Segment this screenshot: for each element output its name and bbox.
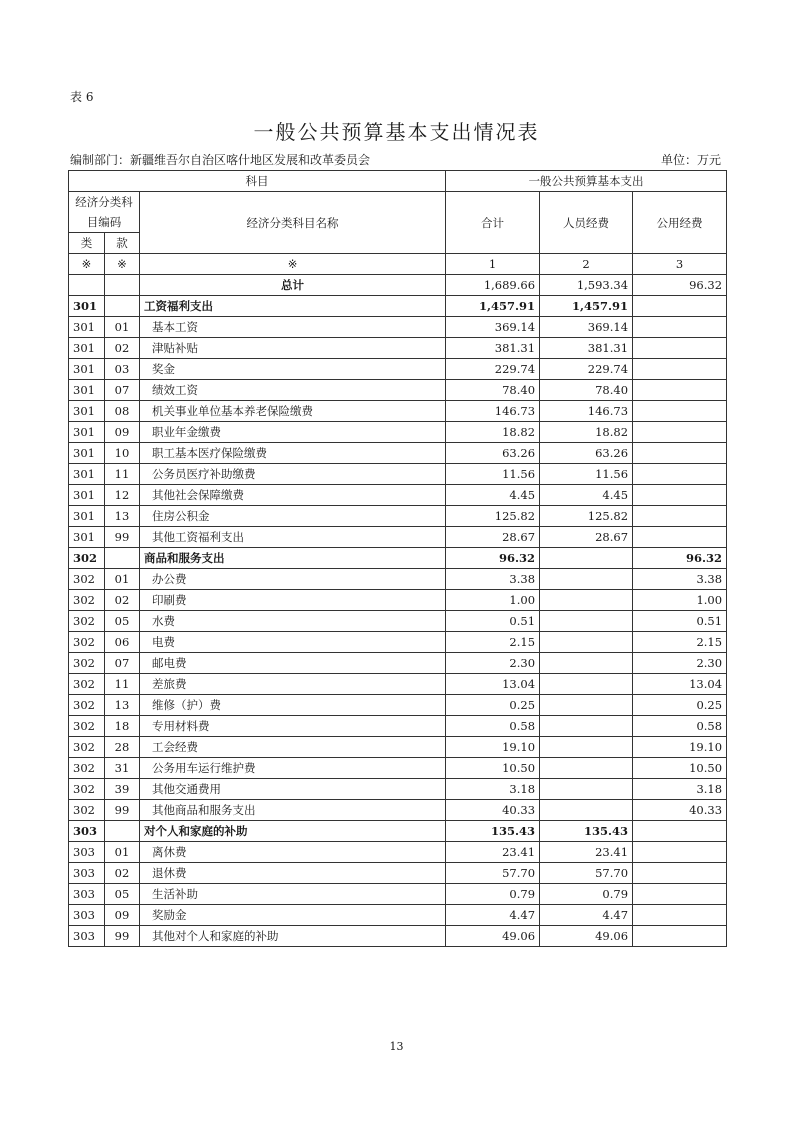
row-name: 电费	[140, 632, 446, 653]
row-lei: 301	[69, 401, 105, 422]
row-public: 96.32	[633, 548, 727, 569]
row-lei: 301	[69, 464, 105, 485]
row-name: 办公费	[140, 569, 446, 590]
row-personnel: 63.26	[540, 443, 633, 464]
row-public	[633, 422, 727, 443]
row-kuan: 01	[105, 317, 140, 338]
row-lei: 302	[69, 779, 105, 800]
row-personnel	[540, 716, 633, 737]
page-title: 一般公共预算基本支出情况表	[253, 120, 540, 144]
row-personnel	[540, 632, 633, 653]
row-name: 工资福利支出	[140, 296, 446, 317]
row-kuan	[105, 548, 140, 569]
row-lei: 303	[69, 905, 105, 926]
row-public: 13.04	[633, 674, 727, 695]
table-row	[69, 926, 727, 947]
table-row	[69, 863, 727, 884]
row-lei: 302	[69, 611, 105, 632]
header-lei: 类	[69, 233, 105, 254]
row-personnel	[540, 611, 633, 632]
row-lei: 302	[69, 590, 105, 611]
table-row	[69, 821, 727, 842]
row-kuan: 99	[105, 926, 140, 947]
row-public	[633, 401, 727, 422]
table-row	[69, 905, 727, 926]
row-personnel: 4.45	[540, 485, 633, 506]
grand-total-total: 1,689.66	[446, 275, 540, 296]
row-lei: 301	[69, 422, 105, 443]
row-lei: 302	[69, 674, 105, 695]
row-kuan: 01	[105, 569, 140, 590]
row-kuan: 01	[105, 842, 140, 863]
row-total: 19.10	[446, 737, 540, 758]
row-kuan: 09	[105, 422, 140, 443]
header-personnel: 人员经费	[540, 192, 633, 254]
header-code-group: 经济分类科目编码	[69, 192, 140, 233]
row-personnel	[540, 737, 633, 758]
row-personnel: 11.56	[540, 464, 633, 485]
row-total: 0.51	[446, 611, 540, 632]
row-public	[633, 359, 727, 380]
row-name: 专用材料费	[140, 716, 446, 737]
row-name: 退休费	[140, 863, 446, 884]
row-kuan: 10	[105, 443, 140, 464]
row-public	[633, 884, 727, 905]
row-kuan: 13	[105, 695, 140, 716]
header-public: 公用经费	[633, 192, 727, 254]
budget-table	[68, 170, 727, 947]
row-name: 公务用车运行维护费	[140, 758, 446, 779]
row-personnel: 381.31	[540, 338, 633, 359]
row-lei: 302	[69, 569, 105, 590]
row-public	[633, 527, 727, 548]
row-total: 18.82	[446, 422, 540, 443]
row-personnel	[540, 569, 633, 590]
table-row	[69, 317, 727, 338]
col-number-2: 2	[540, 254, 633, 275]
row-lei: 302	[69, 800, 105, 821]
row-total: 146.73	[446, 401, 540, 422]
table-row	[69, 464, 727, 485]
row-name: 工会经费	[140, 737, 446, 758]
mark-lei: ※	[69, 254, 105, 275]
row-personnel: 23.41	[540, 842, 633, 863]
row-lei: 301	[69, 359, 105, 380]
grand-total-personnel: 1,593.34	[540, 275, 633, 296]
row-public: 3.38	[633, 569, 727, 590]
table-row	[69, 380, 727, 401]
row-name: 绩效工资	[140, 380, 446, 401]
row-personnel: 49.06	[540, 926, 633, 947]
row-personnel: 135.43	[540, 821, 633, 842]
row-public	[633, 863, 727, 884]
row-kuan: 06	[105, 632, 140, 653]
header-row-1	[69, 171, 727, 192]
row-kuan: 31	[105, 758, 140, 779]
row-name: 离休费	[140, 842, 446, 863]
header-kuan: 款	[105, 233, 140, 254]
row-total: 78.40	[446, 380, 540, 401]
mark-name: ※	[140, 254, 446, 275]
row-personnel: 57.70	[540, 863, 633, 884]
row-total: 3.18	[446, 779, 540, 800]
row-public	[633, 443, 727, 464]
col-number-3: 3	[633, 254, 727, 275]
row-lei: 301	[69, 485, 105, 506]
row-personnel	[540, 779, 633, 800]
row-lei: 302	[69, 632, 105, 653]
row-total: 381.31	[446, 338, 540, 359]
row-public: 0.58	[633, 716, 727, 737]
row-total: 4.47	[446, 905, 540, 926]
row-name: 其他商品和服务支出	[140, 800, 446, 821]
row-public: 0.25	[633, 695, 727, 716]
row-personnel	[540, 800, 633, 821]
header-row-4	[69, 254, 727, 275]
row-kuan: 07	[105, 653, 140, 674]
table-label: 表 6	[70, 90, 94, 104]
row-total: 49.06	[446, 926, 540, 947]
table-row	[69, 653, 727, 674]
row-total: 4.45	[446, 485, 540, 506]
row-kuan: 09	[105, 905, 140, 926]
row-name: 维修（护）费	[140, 695, 446, 716]
row-name: 差旅费	[140, 674, 446, 695]
row-kuan: 13	[105, 506, 140, 527]
row-lei: 301	[69, 527, 105, 548]
grand-total-label: 总计	[140, 275, 446, 296]
row-name: 其他对个人和家庭的补助	[140, 926, 446, 947]
row-name: 生活补助	[140, 884, 446, 905]
row-lei: 301	[69, 443, 105, 464]
row-personnel: 369.14	[540, 317, 633, 338]
row-name: 其他社会保障缴费	[140, 485, 446, 506]
row-kuan: 28	[105, 737, 140, 758]
row-public	[633, 506, 727, 527]
row-name: 邮电费	[140, 653, 446, 674]
row-lei: 302	[69, 716, 105, 737]
table-row	[69, 569, 727, 590]
department-label: 编制部门：新疆维吾尔自治区喀什地区发展和改革委员会	[70, 153, 371, 167]
row-personnel: 78.40	[540, 380, 633, 401]
row-name: 印刷费	[140, 590, 446, 611]
row-total: 0.79	[446, 884, 540, 905]
row-public: 19.10	[633, 737, 727, 758]
row-name: 奖励金	[140, 905, 446, 926]
row-personnel	[540, 695, 633, 716]
row-lei: 303	[69, 926, 105, 947]
row-public	[633, 296, 727, 317]
table-body	[69, 296, 727, 947]
row-personnel: 1,457.91	[540, 296, 633, 317]
row-name: 机关事业单位基本养老保险缴费	[140, 401, 446, 422]
row-kuan: 18	[105, 716, 140, 737]
row-public	[633, 926, 727, 947]
row-public: 40.33	[633, 800, 727, 821]
row-public	[633, 905, 727, 926]
row-lei: 301	[69, 317, 105, 338]
row-total: 2.30	[446, 653, 540, 674]
row-public: 10.50	[633, 758, 727, 779]
col-number-1: 1	[446, 254, 540, 275]
row-lei: 301	[69, 338, 105, 359]
table-row	[69, 485, 727, 506]
row-kuan: 05	[105, 611, 140, 632]
table-row	[69, 527, 727, 548]
row-total: 57.70	[446, 863, 540, 884]
row-public	[633, 317, 727, 338]
row-total: 11.56	[446, 464, 540, 485]
row-name: 其他工资福利支出	[140, 527, 446, 548]
table-row	[69, 401, 727, 422]
row-personnel: 146.73	[540, 401, 633, 422]
table-row	[69, 338, 727, 359]
row-name: 商品和服务支出	[140, 548, 446, 569]
table-row	[69, 359, 727, 380]
row-personnel: 18.82	[540, 422, 633, 443]
row-lei: 303	[69, 863, 105, 884]
table-row	[69, 590, 727, 611]
table-row	[69, 674, 727, 695]
row-kuan: 02	[105, 863, 140, 884]
row-personnel: 4.47	[540, 905, 633, 926]
row-lei: 302	[69, 758, 105, 779]
row-personnel	[540, 674, 633, 695]
row-kuan: 02	[105, 338, 140, 359]
row-public	[633, 380, 727, 401]
row-total: 125.82	[446, 506, 540, 527]
table-row	[69, 716, 727, 737]
row-kuan: 05	[105, 884, 140, 905]
row-total: 0.58	[446, 716, 540, 737]
table-row	[69, 506, 727, 527]
row-personnel	[540, 548, 633, 569]
unit-label: 单位：万元	[660, 153, 721, 167]
header-subject: 科目	[69, 171, 446, 192]
row-personnel: 28.67	[540, 527, 633, 548]
row-kuan: 11	[105, 464, 140, 485]
row-personnel	[540, 653, 633, 674]
row-personnel	[540, 758, 633, 779]
row-lei: 303	[69, 821, 105, 842]
row-lei: 301	[69, 380, 105, 401]
row-name: 基本工资	[140, 317, 446, 338]
row-kuan	[105, 821, 140, 842]
header-row-2	[69, 192, 727, 233]
table-row	[69, 611, 727, 632]
row-lei: 302	[69, 653, 105, 674]
table-row	[69, 884, 727, 905]
header-budget-group: 一般公共预算基本支出	[446, 171, 727, 192]
table-row	[69, 548, 727, 569]
table-row	[69, 779, 727, 800]
row-total: 1,457.91	[446, 296, 540, 317]
row-total: 369.14	[446, 317, 540, 338]
row-total: 2.15	[446, 632, 540, 653]
row-total: 13.04	[446, 674, 540, 695]
table-row	[69, 296, 727, 317]
row-kuan: 12	[105, 485, 140, 506]
row-lei: 302	[69, 548, 105, 569]
table-row	[69, 758, 727, 779]
row-personnel: 0.79	[540, 884, 633, 905]
row-name: 公务员医疗补助缴费	[140, 464, 446, 485]
row-public: 2.30	[633, 653, 727, 674]
row-name: 其他交通费用	[140, 779, 446, 800]
table-row	[69, 695, 727, 716]
table-row	[69, 632, 727, 653]
row-total: 135.43	[446, 821, 540, 842]
table-row	[69, 842, 727, 863]
row-lei: 301	[69, 296, 105, 317]
row-total: 10.50	[446, 758, 540, 779]
row-kuan: 07	[105, 380, 140, 401]
row-personnel	[540, 590, 633, 611]
row-lei: 303	[69, 842, 105, 863]
row-lei: 302	[69, 737, 105, 758]
row-kuan: 99	[105, 527, 140, 548]
row-public	[633, 842, 727, 863]
row-lei: 301	[69, 506, 105, 527]
row-total: 1.00	[446, 590, 540, 611]
row-name: 津贴补贴	[140, 338, 446, 359]
row-total: 63.26	[446, 443, 540, 464]
row-kuan	[105, 296, 140, 317]
row-name: 职业年金缴费	[140, 422, 446, 443]
row-total: 3.38	[446, 569, 540, 590]
row-name: 职工基本医疗保险缴费	[140, 443, 446, 464]
row-public: 1.00	[633, 590, 727, 611]
row-kuan: 11	[105, 674, 140, 695]
row-total: 0.25	[446, 695, 540, 716]
row-public	[633, 464, 727, 485]
row-name: 对个人和家庭的补助	[140, 821, 446, 842]
row-public: 2.15	[633, 632, 727, 653]
row-lei: 303	[69, 884, 105, 905]
table-row	[69, 737, 727, 758]
row-total: 28.67	[446, 527, 540, 548]
table-row	[69, 443, 727, 464]
row-kuan: 08	[105, 401, 140, 422]
header-name: 经济分类科目名称	[140, 192, 446, 254]
row-name: 住房公积金	[140, 506, 446, 527]
grand-total-public: 96.32	[633, 275, 727, 296]
row-public: 3.18	[633, 779, 727, 800]
row-kuan: 02	[105, 590, 140, 611]
row-public: 0.51	[633, 611, 727, 632]
row-personnel: 125.82	[540, 506, 633, 527]
row-kuan: 99	[105, 800, 140, 821]
row-name: 水费	[140, 611, 446, 632]
mark-kuan: ※	[105, 254, 140, 275]
page-number: 13	[389, 1040, 404, 1053]
row-total: 96.32	[446, 548, 540, 569]
row-kuan: 39	[105, 779, 140, 800]
header-total: 合计	[446, 192, 540, 254]
row-total: 23.41	[446, 842, 540, 863]
row-public	[633, 338, 727, 359]
row-total: 40.33	[446, 800, 540, 821]
row-total: 229.74	[446, 359, 540, 380]
row-lei: 302	[69, 695, 105, 716]
row-name: 奖金	[140, 359, 446, 380]
row-kuan: 03	[105, 359, 140, 380]
row-public	[633, 821, 727, 842]
grand-total-row	[69, 275, 727, 296]
table-row	[69, 422, 727, 443]
table-row	[69, 800, 727, 821]
row-personnel: 229.74	[540, 359, 633, 380]
row-public	[633, 485, 727, 506]
